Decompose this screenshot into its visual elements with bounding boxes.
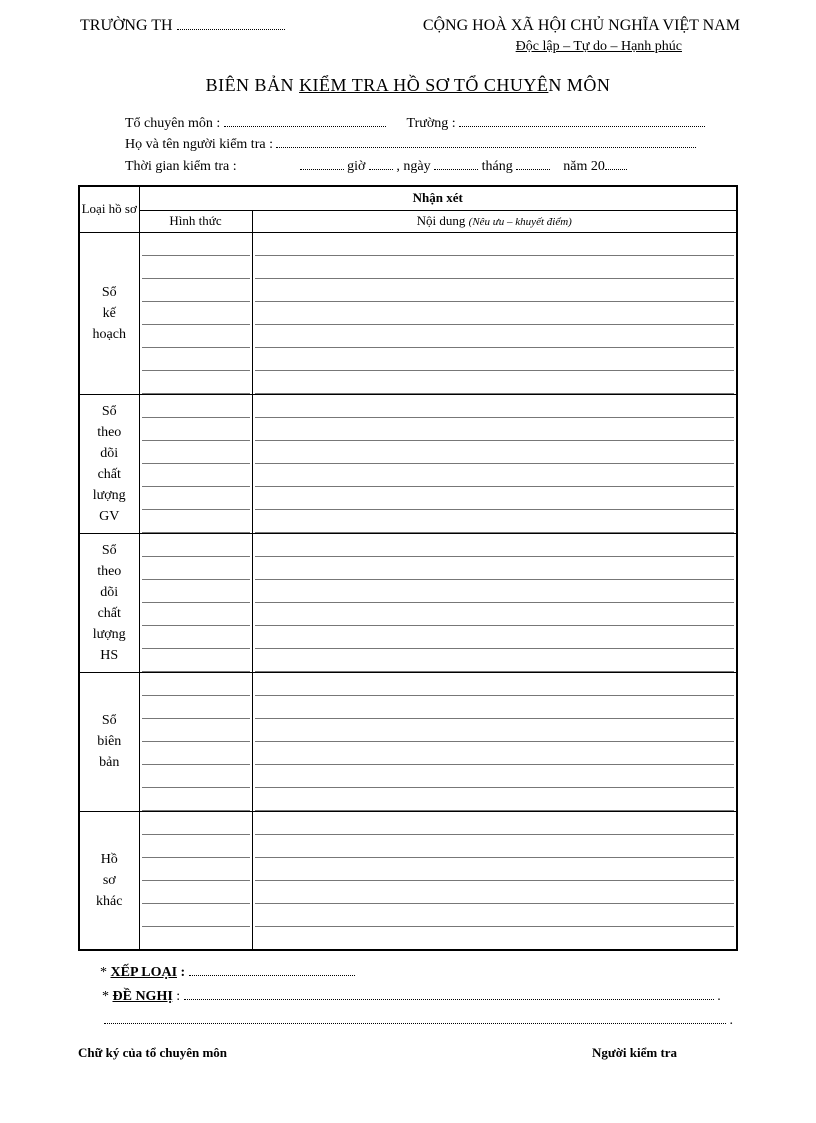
nguoi-kiem-tra-label: Họ và tên người kiểm tra : — [125, 137, 273, 152]
phut-blank[interactable] — [369, 169, 393, 170]
gio-blank[interactable] — [300, 169, 344, 170]
col-nhan-xet-header: Nhận xét — [139, 186, 737, 210]
col-hinh-thuc-header: Hình thức — [139, 210, 252, 232]
de-nghi-line-2: . — [104, 1013, 733, 1029]
thang-label: tháng — [481, 159, 513, 174]
hinh-thuc-cell[interactable] — [139, 394, 252, 533]
noi-dung-cell[interactable] — [252, 811, 737, 950]
hinh-thuc-cell[interactable] — [139, 672, 252, 811]
motto: Độc lập – Tự do – Hạnh phúc — [515, 39, 682, 54]
row-label: Sổ theo dõi chất lượng GV — [79, 394, 139, 533]
thang-blank[interactable] — [516, 169, 550, 170]
col-loai-header: Loại hồ sơ — [79, 186, 139, 232]
nam-blank[interactable] — [605, 169, 627, 170]
sign-left: Chữ ký của tổ chuyên môn — [78, 1045, 228, 1060]
nation-heading: CỘNG HOÀ XÃ HỘI CHỦ NGHĨA VIỆT NAM — [422, 17, 740, 34]
info-line-2 — [125, 137, 696, 153]
table-row — [79, 533, 737, 672]
school-label: TRƯỜNG TH — [80, 17, 173, 34]
to-chuyen-mon-blank[interactable] — [224, 126, 386, 127]
row-label: Hồ sơ khác — [79, 811, 139, 950]
hinh-thuc-cell[interactable] — [139, 811, 252, 950]
de-nghi-blank[interactable] — [184, 999, 714, 1000]
col-noi-dung-header: Nội dung (Nêu ưu – khuyết điểm) — [252, 210, 737, 232]
row-label: Sổ kế hoạch — [79, 232, 139, 394]
noi-dung-cell[interactable] — [252, 533, 737, 672]
to-chuyen-mon-label: Tổ chuyên môn : — [125, 116, 221, 131]
page-title: BIÊN BẢN KIỂM TRA HỒ SƠ TỔ CHUYÊN MÔN — [205, 75, 611, 95]
truong-label: Trường : — [406, 116, 456, 131]
xep-loai-blank[interactable] — [189, 975, 355, 976]
hinh-thuc-cell[interactable] — [139, 232, 252, 394]
ngay-blank[interactable] — [434, 169, 478, 170]
table-row — [79, 232, 737, 394]
info-line-1 — [125, 116, 705, 132]
xep-loai-label: XẾP LOẠI — [110, 965, 178, 980]
table-row — [79, 394, 737, 533]
de-nghi-label: ĐỀ NGHỊ — [112, 989, 173, 1004]
xep-loai-line: * XẾP LOẠI : — [100, 965, 355, 981]
school-field — [80, 17, 285, 35]
table-row — [79, 672, 737, 811]
ngay-label: , ngày — [396, 159, 431, 174]
nam-label: năm 20 — [563, 159, 605, 174]
row-label: Sổ theo dõi chất lượng HS — [79, 533, 139, 672]
de-nghi-blank-2[interactable] — [104, 1023, 726, 1024]
sign-right: Người kiểm tra — [592, 1045, 678, 1060]
gio-label: giờ — [347, 159, 366, 174]
noi-dung-cell[interactable] — [252, 232, 737, 394]
table-row — [79, 811, 737, 950]
nguoi-kiem-tra-blank[interactable] — [276, 147, 696, 148]
row-label: Sổ biên bản — [79, 672, 139, 811]
inspection-table — [78, 185, 738, 951]
noi-dung-cell[interactable] — [252, 394, 737, 533]
truong-blank[interactable] — [459, 126, 705, 127]
info-line-3 — [125, 159, 627, 175]
school-blank[interactable] — [177, 29, 285, 30]
de-nghi-line: * ĐỀ NGHỊ : . — [102, 989, 721, 1004]
noi-dung-cell[interactable] — [252, 672, 737, 811]
hinh-thuc-cell[interactable] — [139, 533, 252, 672]
thoi-gian-label: Thời gian kiểm tra : — [125, 159, 237, 174]
